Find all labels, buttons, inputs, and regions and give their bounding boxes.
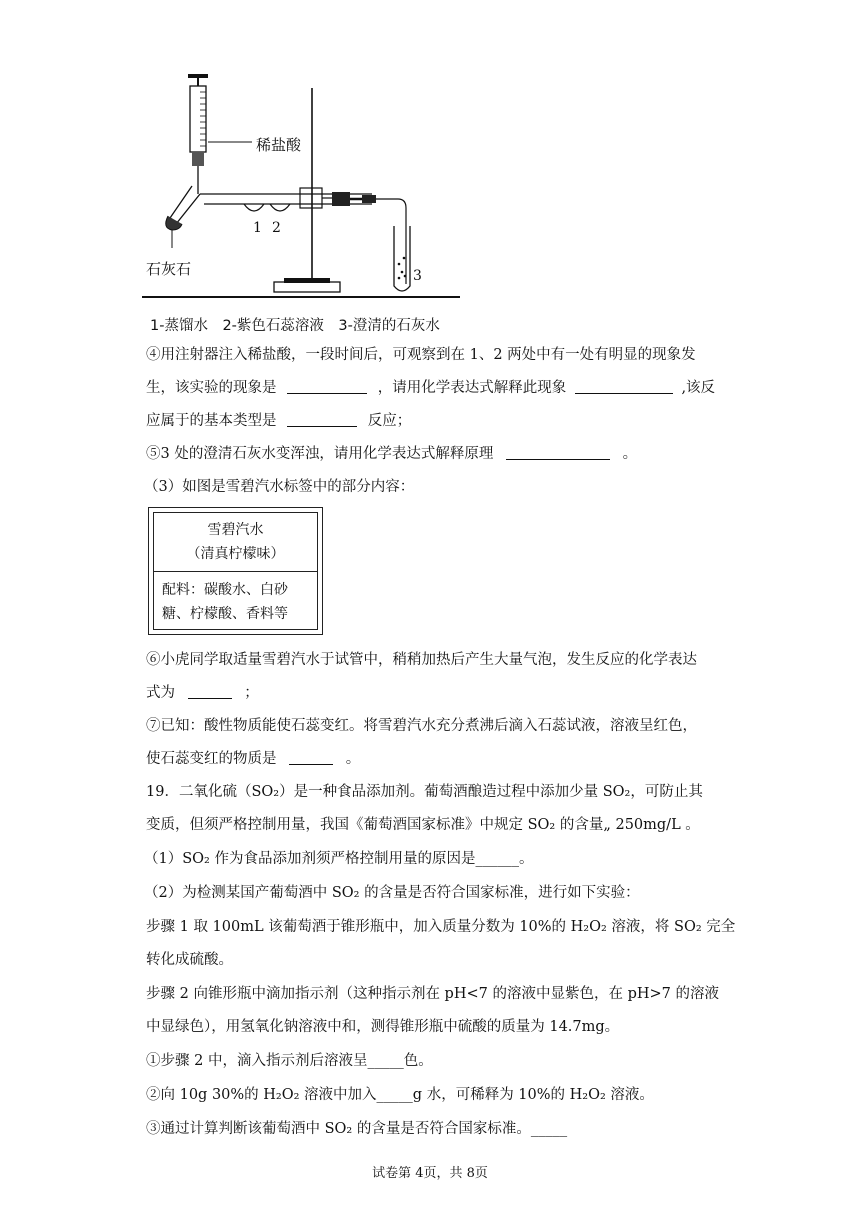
q4-text-d: 应属于的基本类型是 xyxy=(146,413,277,429)
q7-text-b: 。 xyxy=(345,751,361,767)
q6-line1: ⑥小虎同学取适量雪碧汽水于试管中，稍稍加热后产生大量气泡，发生反应的化学表达 xyxy=(146,652,697,668)
q6-text-a: 式为 xyxy=(146,685,175,701)
label-test-tube-3: 3 xyxy=(413,268,422,284)
q7-line2 xyxy=(146,749,360,769)
q6-text-b: ； xyxy=(244,685,259,701)
q7-blank-substance[interactable] xyxy=(289,750,333,765)
q19-step2-line2: 中显绿色），用氢氧化钠溶液中和，测得锥形瓶中硫酸的质量为 14.7mg。 xyxy=(146,1019,620,1035)
sprite-ingredients-1: 配料：碳酸水、白砂 xyxy=(162,582,288,598)
sprite-flavor: （清真柠檬味） xyxy=(186,546,285,562)
q19-question-3: ③通过计算判断该葡萄酒中 SO₂ 的含量是否符合国家标准。_____ xyxy=(146,1121,568,1137)
sprite-name: 雪碧汽水 xyxy=(207,522,264,538)
q4-line3 xyxy=(146,411,411,431)
label-limestone: 石灰石 xyxy=(146,260,192,278)
q4-text-a: 生，该实验的现象是 xyxy=(146,380,277,396)
label-dilute-hcl: 稀盐酸 xyxy=(256,136,302,154)
q5-text: ⑤3 处的澄清石灰水变浑浊，请用化学表达式解释原理 xyxy=(146,446,494,462)
q19-line2: 变质，但须严格控制用量，我国《葡萄酒国家标准》中规定 SO₂ 的含量„ 250mg/L 。 xyxy=(146,817,700,833)
sprite-label-box xyxy=(148,507,323,635)
q19-line1: 19．二氧化硫（SO₂）是一种食品添加剂。葡萄酒酿造过程中添加少量 SO₂，可防止其 xyxy=(146,784,703,800)
label-bulb-1: 1 xyxy=(253,220,262,236)
q4-text-c: ,该反 xyxy=(681,380,716,396)
q6-line2 xyxy=(146,683,259,703)
figure-legend: 1-蒸馏水 2-紫色石蕊溶液 3-澄清的石灰水 xyxy=(150,318,440,334)
q6-blank-equation[interactable] xyxy=(188,684,232,699)
q4-line1: ④用注射器注入稀盐酸，一段时间后，可观察到在 1、2 两处中有一处有明显的现象发 xyxy=(146,347,696,363)
sprite-ingredients-2: 糖、柠檬酸、香料等 xyxy=(162,606,288,622)
label-divider xyxy=(154,571,317,572)
q19-question-1: ①步骤 2 中，滴入指示剂后溶液呈_____色。 xyxy=(146,1053,433,1069)
q5-end: 。 xyxy=(622,446,638,462)
q4-line2 xyxy=(146,378,715,398)
q19-question-2: ②向 10g 30%的 H₂O₂ 溶液中加入_____g 水，可稀释为 10%的 H₂O₂ 溶液。 xyxy=(146,1087,654,1103)
page-footer: 试卷第 4页，共 8页 xyxy=(372,1166,488,1181)
q5-blank-equation[interactable] xyxy=(506,445,610,460)
q19-step2-line1: 步骤 2 向锥形瓶中滴加指示剂（这种指示剂在 pH<7 的溶液中显紫色，在 pH>7 的溶液 xyxy=(146,986,719,1002)
q19-step1-line2: 转化成硫酸。 xyxy=(146,952,233,968)
q19-step1-line1: 步骤 1 取 100mL 该葡萄酒于锥形瓶中，加入质量分数为 10%的 H₂O₂ 溶液，将 SO₂ 完全 xyxy=(146,919,736,935)
q4-blank-equation[interactable] xyxy=(575,379,673,394)
q3-intro: （3）如图是雪碧汽水标签中的部分内容： xyxy=(144,479,415,495)
q7-line1: ⑦已知：酸性物质能使石蕊变红。将雪碧汽水充分煮沸后滴入石蕊试液，溶液呈红色， xyxy=(146,718,697,734)
q4-blank-reaction-type[interactable] xyxy=(287,412,357,427)
experiment-apparatus-figure xyxy=(140,68,470,338)
q4-text-e: 反应； xyxy=(367,413,412,429)
q4-blank-phenomenon[interactable] xyxy=(287,379,367,394)
q19-sub1: （1）SO₂ 作为食品添加剂须严格控制用量的原因是______。 xyxy=(144,851,534,867)
q5-line xyxy=(146,444,637,464)
q19-sub2: （2）为检测某国产葡萄酒中 SO₂ 的含量是否符合国家标准，进行如下实验： xyxy=(144,885,640,901)
label-bulb-2: 2 xyxy=(272,220,281,236)
sprite-label-inner xyxy=(153,512,318,630)
q4-text-b: ，请用化学表达式解释此现象 xyxy=(377,380,567,396)
q7-text-a: 使石蕊变红的物质是 xyxy=(146,751,277,767)
